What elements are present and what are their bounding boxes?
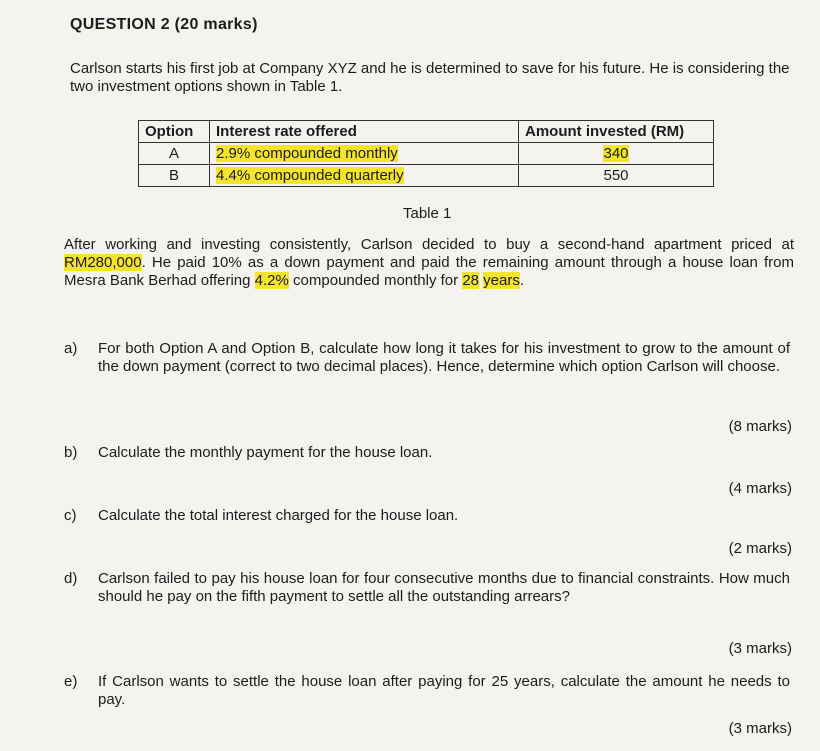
table-cell-rate — [210, 165, 519, 187]
highlighted-years-number: 28 — [462, 272, 479, 289]
table-row — [139, 143, 714, 165]
paragraph-text: . — [519, 272, 525, 289]
table-cell-amount: 550 — [519, 165, 714, 187]
paragraph-text: After working and investing consistently, Carlson decided to buy a second-hand apartment priced at — [64, 236, 794, 253]
question-c — [64, 507, 794, 527]
question-heading: QUESTION 2 (20 marks) — [70, 16, 258, 33]
question-text: Carlson failed to pay his house loan for four consecutive months due to financial constraints. How much should he pay on the fifth payment to settle all the outstanding arrears? — [98, 570, 790, 605]
scenario-paragraph — [64, 236, 794, 290]
question-d — [64, 570, 794, 630]
table-cell-amount — [519, 143, 714, 165]
paragraph-text: . He paid 10% as a down payment and paid the remaining amount through a house loan from Mesra Bank Berhad offering — [64, 254, 794, 289]
highlighted-years-word: years — [483, 272, 520, 289]
question-label: c) — [64, 507, 77, 524]
highlighted-loan-rate: 4.2% — [254, 272, 289, 289]
question-label: b) — [64, 444, 78, 461]
table-cell-option: A — [139, 143, 210, 165]
table-header-row — [139, 121, 714, 143]
question-a — [64, 340, 794, 400]
question-b — [64, 444, 794, 464]
marks-d: (3 marks) — [728, 640, 792, 657]
highlighted-rate: 4.4% compounded quarterly — [216, 167, 404, 184]
question-text: Calculate the total interest charged for the house loan. — [98, 507, 459, 524]
table-cell-option: B — [139, 165, 210, 187]
column-header-option: Option — [139, 121, 210, 143]
question-text: For both Option A and Option B, calculate how long it takes for his investment to grow to the amount of the down payment (correct to two decimal places). Hence, determine which option Carlson will choose. — [98, 340, 790, 375]
table-caption: Table 1 — [403, 205, 452, 222]
question-text: If Carlson wants to settle the house loan after paying for 25 years, calculate the amount he needs to pay. — [98, 673, 790, 708]
marks-a: (8 marks) — [728, 418, 792, 435]
question-label: a) — [64, 340, 78, 357]
investment-options-table — [138, 120, 714, 187]
highlighted-price: RM280,000 — [64, 254, 142, 271]
marks-c: (2 marks) — [728, 540, 792, 557]
paragraph-text: compounded monthly for — [288, 272, 463, 289]
question-e — [64, 673, 794, 713]
column-header-amount: Amount invested (RM) — [519, 121, 714, 143]
marks-e: (3 marks) — [728, 720, 792, 737]
question-label: e) — [64, 673, 78, 690]
column-header-rate: Interest rate offered — [210, 121, 519, 143]
highlighted-amount: 340 — [603, 145, 629, 162]
intro-text: Carlson starts his first job at Company XYZ and he is determined to save for his future. He is considering the two investment options shown in Table 1. — [70, 60, 790, 95]
marks-b: (4 marks) — [728, 480, 792, 497]
table-cell-rate — [210, 143, 519, 165]
question-label: d) — [64, 570, 78, 587]
question-text: Calculate the monthly payment for the house loan. — [98, 444, 433, 461]
highlighted-rate: 2.9% compounded monthly — [216, 145, 398, 162]
table-row — [139, 165, 714, 187]
